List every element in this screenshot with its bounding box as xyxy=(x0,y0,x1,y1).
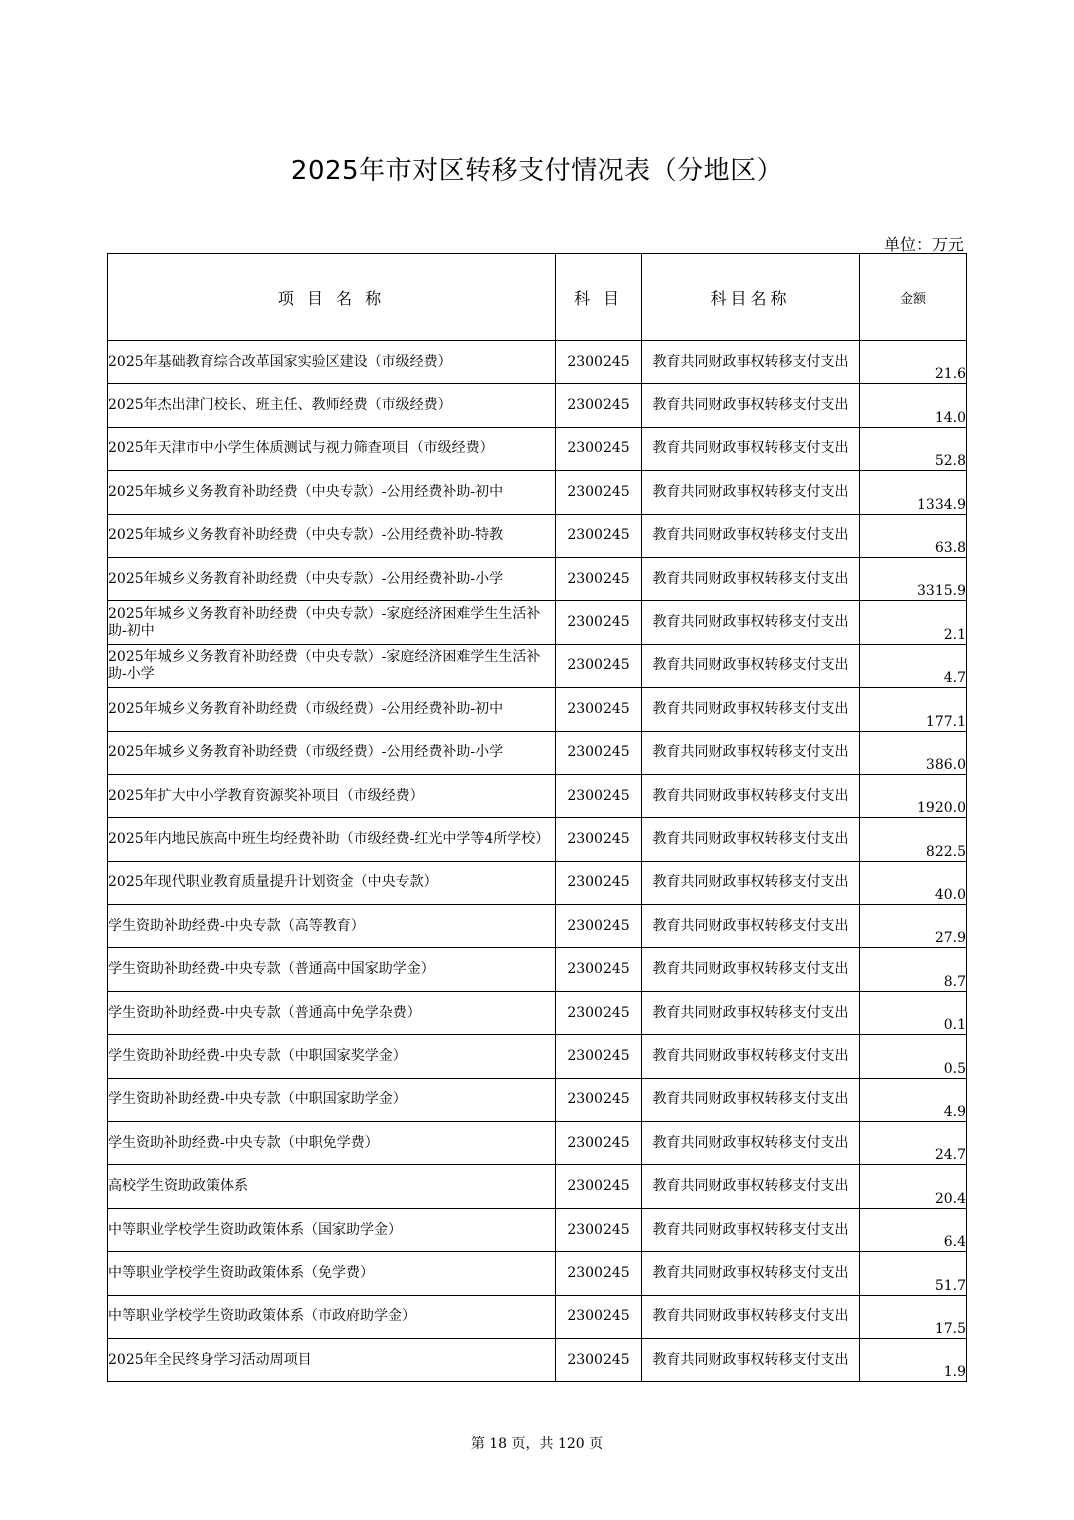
row-amount: 1920.0 xyxy=(860,774,967,817)
row-subject-name: 教育共同财政事权转移支付支出 xyxy=(642,1338,860,1381)
row-subject-code: 2300245 xyxy=(556,861,642,904)
row-amount: 14.0 xyxy=(860,384,967,427)
table-row xyxy=(108,1208,967,1251)
row-subject-code: 2300245 xyxy=(556,991,642,1034)
table-row xyxy=(108,1295,967,1338)
row-subject-code: 2300245 xyxy=(556,384,642,427)
row-project-name: 2025年扩大中小学教育资源奖补项目（市级经费） xyxy=(108,774,556,817)
row-amount: 0.1 xyxy=(860,991,967,1034)
table-row xyxy=(108,991,967,1034)
row-project-name: 2025年全民终身学习活动周项目 xyxy=(108,1338,556,1381)
row-amount: 40.0 xyxy=(860,861,967,904)
table-row xyxy=(108,1078,967,1121)
row-amount: 21.6 xyxy=(860,341,967,384)
row-subject-code: 2300245 xyxy=(556,1122,642,1165)
transfer-payment-table xyxy=(107,253,967,1382)
row-project-name: 2025年内地民族高中班生均经费补助（市级经费-红光中学等4所学校） xyxy=(108,818,556,861)
table-row xyxy=(108,861,967,904)
row-subject-name: 教育共同财政事权转移支付支出 xyxy=(642,905,860,948)
row-subject-code: 2300245 xyxy=(556,1035,642,1078)
row-subject-code: 2300245 xyxy=(556,514,642,557)
row-subject-name: 教育共同财政事权转移支付支出 xyxy=(642,1252,860,1295)
row-project-name: 2025年天津市中小学生体质测试与视力筛查项目（市级经费） xyxy=(108,427,556,470)
table-row xyxy=(108,1165,967,1208)
table-row xyxy=(108,644,967,687)
row-subject-name: 教育共同财政事权转移支付支出 xyxy=(642,557,860,600)
row-subject-name: 教育共同财政事权转移支付支出 xyxy=(642,1035,860,1078)
row-subject-code: 2300245 xyxy=(556,774,642,817)
row-subject-name: 教育共同财政事权转移支付支出 xyxy=(642,1208,860,1251)
row-subject-name: 教育共同财政事权转移支付支出 xyxy=(642,384,860,427)
row-amount: 8.7 xyxy=(860,948,967,991)
column-header-code: 科 目 xyxy=(556,254,642,341)
row-amount: 3315.9 xyxy=(860,557,967,600)
row-subject-name: 教育共同财政事权转移支付支出 xyxy=(642,514,860,557)
table-row xyxy=(108,601,967,644)
row-amount: 1.9 xyxy=(860,1338,967,1381)
row-project-name: 中等职业学校学生资助政策体系（免学费） xyxy=(108,1252,556,1295)
row-subject-name: 教育共同财政事权转移支付支出 xyxy=(642,601,860,644)
row-subject-code: 2300245 xyxy=(556,818,642,861)
unit-label: 单位：万元 xyxy=(883,235,964,254)
row-amount: 20.4 xyxy=(860,1165,967,1208)
row-subject-code: 2300245 xyxy=(556,557,642,600)
column-header-subject-name: 科目名称 xyxy=(642,254,860,341)
table-row xyxy=(108,731,967,774)
row-subject-name: 教育共同财政事权转移支付支出 xyxy=(642,1122,860,1165)
table-row xyxy=(108,1122,967,1165)
row-amount: 52.8 xyxy=(860,427,967,470)
row-subject-code: 2300245 xyxy=(556,948,642,991)
row-subject-name: 教育共同财政事权转移支付支出 xyxy=(642,731,860,774)
table-row xyxy=(108,471,967,514)
row-project-name: 2025年城乡义务教育补助经费（中央专款）-家庭经济困难学生生活补助-小学 xyxy=(108,644,556,687)
table-row xyxy=(108,818,967,861)
row-project-name: 2025年城乡义务教育补助经费（中央专款）-公用经费补助-初中 xyxy=(108,471,556,514)
table-row xyxy=(108,774,967,817)
row-subject-code: 2300245 xyxy=(556,1295,642,1338)
row-project-name: 学生资助补助经费-中央专款（中职国家助学金） xyxy=(108,1078,556,1121)
table-row xyxy=(108,557,967,600)
row-subject-name: 教育共同财政事权转移支付支出 xyxy=(642,948,860,991)
row-amount: 63.8 xyxy=(860,514,967,557)
row-subject-name: 教育共同财政事权转移支付支出 xyxy=(642,341,860,384)
row-project-name: 2025年城乡义务教育补助经费（市级经费）-公用经费补助-小学 xyxy=(108,731,556,774)
row-subject-name: 教育共同财政事权转移支付支出 xyxy=(642,1295,860,1338)
table-row xyxy=(108,384,967,427)
row-amount: 27.9 xyxy=(860,905,967,948)
row-amount: 386.0 xyxy=(860,731,967,774)
table-row xyxy=(108,514,967,557)
table-row xyxy=(108,688,967,731)
table-row xyxy=(108,905,967,948)
row-project-name: 学生资助补助经费-中央专款（中职国家奖学金） xyxy=(108,1035,556,1078)
row-subject-code: 2300245 xyxy=(556,1078,642,1121)
row-project-name: 2025年城乡义务教育补助经费（中央专款）-公用经费补助-特教 xyxy=(108,514,556,557)
row-subject-name: 教育共同财政事权转移支付支出 xyxy=(642,427,860,470)
row-project-name: 学生资助补助经费-中央专款（普通高中国家助学金） xyxy=(108,948,556,991)
row-amount: 17.5 xyxy=(860,1295,967,1338)
row-amount: 51.7 xyxy=(860,1252,967,1295)
row-subject-code: 2300245 xyxy=(556,1208,642,1251)
row-subject-name: 教育共同财政事权转移支付支出 xyxy=(642,991,860,1034)
row-project-name: 学生资助补助经费-中央专款（中职免学费） xyxy=(108,1122,556,1165)
row-subject-code: 2300245 xyxy=(556,341,642,384)
row-subject-name: 教育共同财政事权转移支付支出 xyxy=(642,774,860,817)
page-title: 2025年市对区转移支付情况表（分地区） xyxy=(290,156,784,186)
row-amount: 1334.9 xyxy=(860,471,967,514)
row-subject-name: 教育共同财政事权转移支付支出 xyxy=(642,471,860,514)
row-amount: 24.7 xyxy=(860,1122,967,1165)
row-project-name: 2025年杰出津门校长、班主任、教师经费（市级经费） xyxy=(108,384,556,427)
row-subject-name: 教育共同财政事权转移支付支出 xyxy=(642,688,860,731)
row-subject-code: 2300245 xyxy=(556,471,642,514)
row-amount: 0.5 xyxy=(860,1035,967,1078)
table-row xyxy=(108,427,967,470)
row-amount: 4.7 xyxy=(860,644,967,687)
row-subject-name: 教育共同财政事权转移支付支出 xyxy=(642,1078,860,1121)
row-subject-name: 教育共同财政事权转移支付支出 xyxy=(642,818,860,861)
row-subject-code: 2300245 xyxy=(556,1338,642,1381)
table-header-row xyxy=(108,254,967,341)
row-project-name: 2025年基础教育综合改革国家实验区建设（市级经费） xyxy=(108,341,556,384)
table-row xyxy=(108,1338,967,1381)
row-subject-code: 2300245 xyxy=(556,731,642,774)
column-header-amount: 金额 xyxy=(860,254,967,341)
row-project-name: 学生资助补助经费-中央专款（高等教育） xyxy=(108,905,556,948)
row-project-name: 中等职业学校学生资助政策体系（市政府助学金） xyxy=(108,1295,556,1338)
column-header-name: 项 目 名 称 xyxy=(108,254,556,341)
row-project-name: 2025年城乡义务教育补助经费（中央专款）-公用经费补助-小学 xyxy=(108,557,556,600)
row-subject-name: 教育共同财政事权转移支付支出 xyxy=(642,861,860,904)
row-project-name: 2025年现代职业教育质量提升计划资金（中央专款） xyxy=(108,861,556,904)
table-row xyxy=(108,948,967,991)
row-project-name: 中等职业学校学生资助政策体系（国家助学金） xyxy=(108,1208,556,1251)
row-subject-code: 2300245 xyxy=(556,905,642,948)
row-subject-name: 教育共同财政事权转移支付支出 xyxy=(642,1165,860,1208)
row-subject-code: 2300245 xyxy=(556,1165,642,1208)
row-project-name: 高校学生资助政策体系 xyxy=(108,1165,556,1208)
table-body xyxy=(108,341,967,1382)
row-subject-code: 2300245 xyxy=(556,688,642,731)
row-amount: 177.1 xyxy=(860,688,967,731)
table-row xyxy=(108,1035,967,1078)
row-amount: 2.1 xyxy=(860,601,967,644)
row-project-name: 学生资助补助经费-中央专款（普通高中免学杂费） xyxy=(108,991,556,1034)
row-amount: 6.4 xyxy=(860,1208,967,1251)
row-subject-code: 2300245 xyxy=(556,601,642,644)
row-subject-code: 2300245 xyxy=(556,1252,642,1295)
row-amount: 4.9 xyxy=(860,1078,967,1121)
row-project-name: 2025年城乡义务教育补助经费（中央专款）-家庭经济困难学生生活补助-初中 xyxy=(108,601,556,644)
row-project-name: 2025年城乡义务教育补助经费（市级经费）-公用经费补助-初中 xyxy=(108,688,556,731)
page-footer: 第 18 页，共 120 页 xyxy=(470,1436,604,1452)
table-row xyxy=(108,1252,967,1295)
row-subject-code: 2300245 xyxy=(556,644,642,687)
row-amount: 822.5 xyxy=(860,818,967,861)
row-subject-name: 教育共同财政事权转移支付支出 xyxy=(642,644,860,687)
row-subject-code: 2300245 xyxy=(556,427,642,470)
table-row xyxy=(108,341,967,384)
